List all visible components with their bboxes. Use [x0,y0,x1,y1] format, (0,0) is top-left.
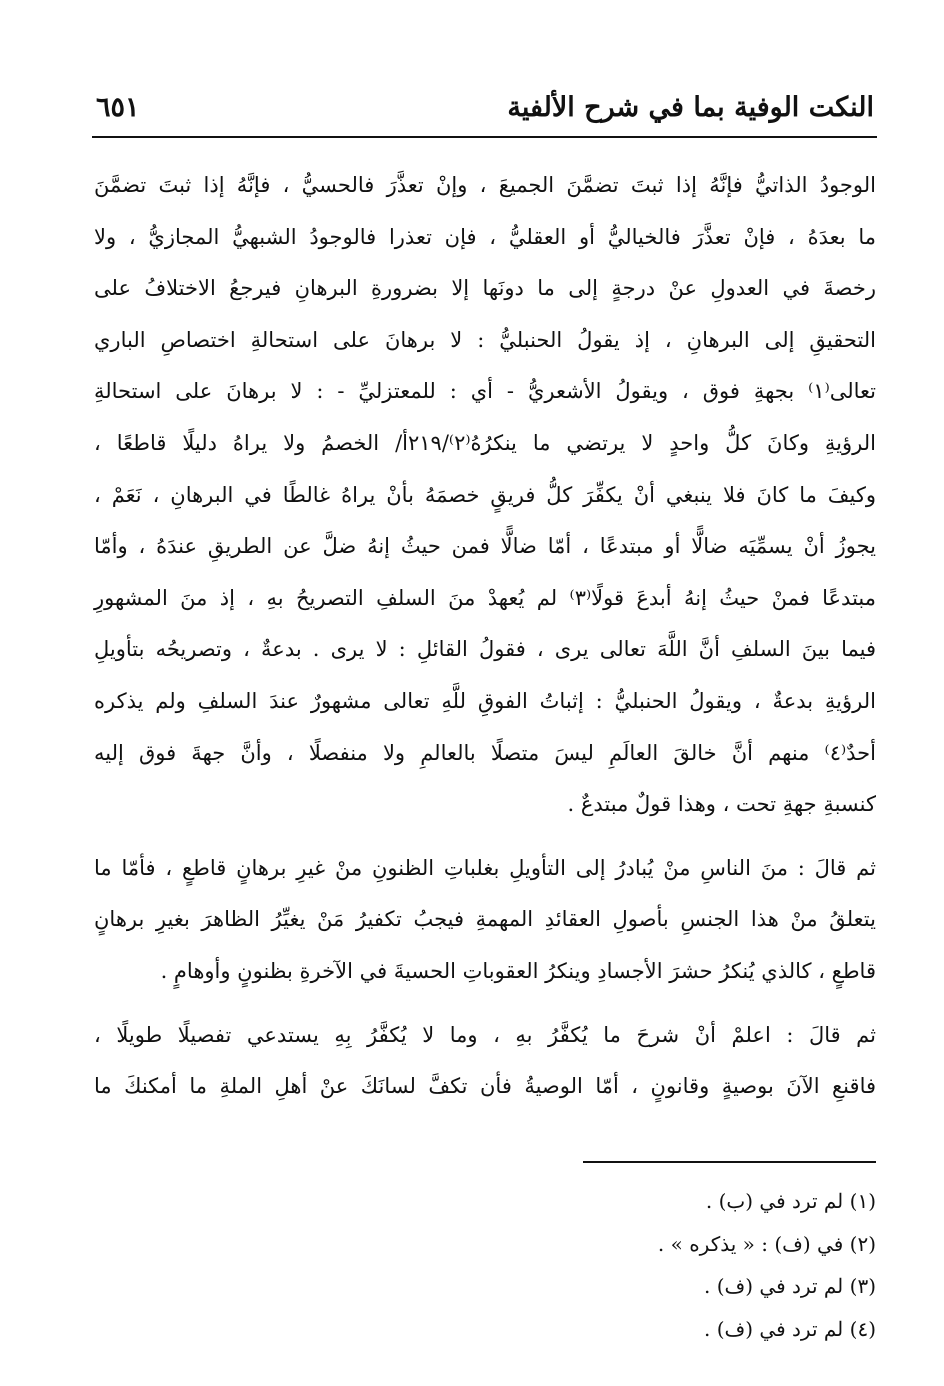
text-line: فيما بينَ السلفِ أنَّ اللَّهَ تعالى يرى ، فقولُ القائلِ : لا يرى . بدعةٌ ، وتصريحُه بتأويلِ [94,637,876,662]
header-rule [92,136,877,138]
text-line: التحقيقِ إلى البرهانِ ، إذ يقولُ الحنبليُّ : لا برهانَ على استحالةِ اختصاصِ الباري [94,327,876,352]
text-line: الرؤيةِ بدعةٌ ، ويقولُ الحنبليُّ : إثباتُ الفوقِ للَّهِ تعالى مشهورٌ عندَ السلفِ ولم يذكره [94,688,876,713]
text-line: وكيفَ ما كانَ فلا ينبغي أنْ يكفِّرَ كلُّ فريقٍ خصمَهُ بأنْ يراهُ غالطًا في البرهانِ ، نَعَمْ ، [94,482,876,507]
text-line: فاقنعِ الآنَ بوصيةٍ وقانونٍ ، أمّا الوصيةُ فأن تكفَّ لسانَكَ عنْ أهلِ الملةِ ما أمكنكَ ما [94,1074,876,1099]
footnotes [360,1180,876,1350]
footnote-1: (١) لم ترد في (ب) . [705,1189,876,1213]
header-title: النكت الوفية بما في شرح الألفية [507,91,874,123]
paragraph-3 [94,1010,876,1113]
text-line: يتعلقُ منْ هذا الجنسِ بأصولِ العقائدِ المهمةِ فيجبُ تكفيرُ مَنْ يغيِّرُ الظاهرَ بغيرِ برهانٍ [94,907,876,932]
paragraph-2 [94,843,876,998]
text-line: تعالى⁽١⁾ بجهةِ فوق ، ويقولُ الأشعريُّ - أي : للمعتزليِّ - : لا برهانَ على استحالةِ [94,379,876,404]
footnote-4: (٤) لم ترد في (ف) . [704,1316,876,1341]
text-line: كنسبةِ جهةِ تحت ، وهذا قولٌ مبتدعٌ . [567,792,876,817]
text-line: قاطعٍ ، كالذي يُنكرُ حشرَ الأجسادِ وينكرُ العقوباتِ الحسيةَ في الآخرةِ بظنونٍ وأوهامٍ . [160,958,876,983]
text-line: أحدٌ⁽٤⁾ منهم أنَّ خالقَ العالَمِ ليسَ متصلًا بالعالمِ ولا منفصلًا ، وأنَّ جهةَ فوق إليه [94,740,876,765]
paragraph-1 [94,160,876,831]
text-line: يجوزُ أنْ يسمِّيَه ضالًّا أو مبتدعًا ، أمّا ضالًّا فمن حيثُ إنهُ ضلَّ عن الطريقِ عندَهُ ، وأمّا [94,534,876,559]
footnote-3: (٣) لم ترد في (ف) . [704,1274,876,1298]
text-line: الوجودُ الذاتيُّ فإنَّهُ إذا ثبتَ تضمَّنَ الجميعَ ، وإنْ تعذَّرَ فالحسيُّ ، فإنَّهُ إذا ثبتَ تضمَّنَ [94,173,876,197]
footnote-2: (٢) في (ف) : « يذكره » . [657,1231,876,1256]
running-header [96,82,874,132]
text-line: ثم قالَ : اعلمْ أنْ شرحَ ما يُكفَّرُ بهِ ، وما لا يُكفَّرُ بِهِ يستدعي تفصيلًا طويلًا ، [94,1022,876,1047]
footnote-separator [583,1161,876,1163]
text-line: ما بعدَهُ ، فإنْ تعذَّرَ فالخياليُّ أو العقليُّ ، فإن تعذرا فالوجودُ الشبهيُّ المجازيُّ ، ولا [94,224,876,249]
page-number: ٦٥١ [96,91,140,123]
text-line: رخصةَ في العدولِ عنْ درجةٍ إلى ما دونَها إلا بضرورةِ البرهانِ فيرجعُ الاختلافُ على [94,276,876,301]
body-text [94,160,876,1113]
text-line: ثم قالَ : منَ الناسِ منْ يُبادرُ إلى التأويلِ بغلباتِ الظنونِ منْ غيرِ برهانٍ قاطعٍ ، فأمّا ما [94,855,876,880]
text-line: الرؤيةِ وكانَ كلُّ واحدٍ لا يرتضي ما ينكرُهُ⁽٢⁾/٢١٩أ/ الخصمُ ولا يراهُ دليلًا قاطعًا ، [94,430,876,455]
text-line: مبتدعًا فمنْ حيثُ إنهُ أبدعَ قولًا⁽٣⁾ لم يُعهدْ منَ السلفِ التصريحُ بهِ ، إذ منَ المشهورِ [94,585,877,610]
